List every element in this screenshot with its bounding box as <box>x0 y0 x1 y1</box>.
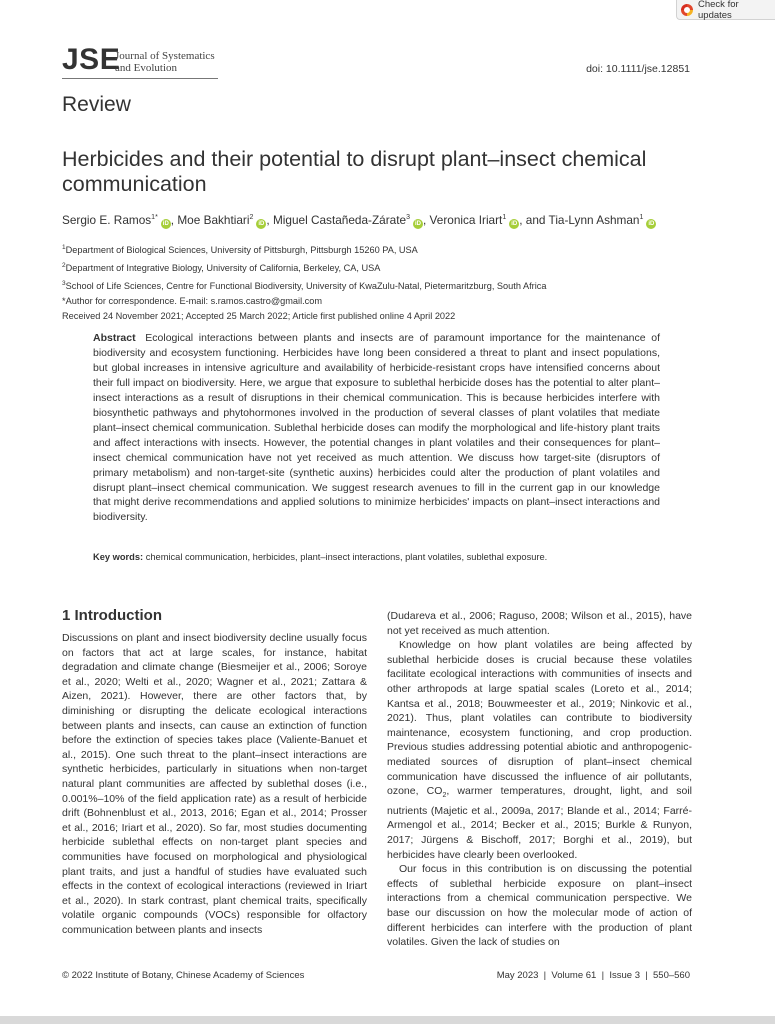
author-name[interactable]: Sergio E. Ramos$^{1*}$iD <box>62 213 169 227</box>
viewer-bottom-edge <box>0 1016 775 1024</box>
orcid-icon[interactable]: iD <box>414 221 421 227</box>
article-title: Herbicides and their potential to disrupt plant–insect chemical communication <box>62 147 647 196</box>
author-name[interactable]: Miguel Castañeda-Zárate$^3$iD <box>272 213 421 227</box>
abstract-text: Ecological interactions between plants and insects are of paramount importance for the maintenance of biodiversity and ecosystem functioning. Herbicides have long been considered a threat to plant and insect populations, but global increases in intensive agriculture and availability of herbicide-resistant crops have intensified concerns about their full impact on biodiversity. Here, we argue that exposure to sublethal herbicide doses has the potential to alter plant–insect interactions as a result of disruptions in their chemical communication. This is because herbicides interfere with biosynthetic pathways and phytohormones involved in the production of several classes of plant volatiles that mediate plant–insect chemical communication. Sublethal herbicide doses can modify the morphological and life-history plant traits and affect interactions with insects. However, the potential changes in plant volatiles and their consequences for plant–insect chemical communication have not yet received as much attention. We discuss how target-site (disruptors of primary metabolism) and non-target-site (synthetic auxins) herbicides could alter the production of plant volatiles and disrupt plant–insect chemical communication. We suggest research avenues to fill in the current gap in our knowledge that might derive recommendations and applied solutions to minimize herbicides' impacts on plant–insect interactions and biodiversity. <box>93 332 660 524</box>
orcid-icon[interactable]: iD <box>258 221 265 227</box>
abstract-label: Abstract <box>93 332 136 344</box>
affiliation-marker: 1 <box>502 214 507 222</box>
body-column-left <box>62 631 367 937</box>
section-heading-introduction: 1 Introduction <box>62 607 162 624</box>
affiliation: $^1$Department of Biological Sciences, University of Pittsburgh, Pittsburgh 15260 PA, USA <box>62 244 418 256</box>
orcid-icon[interactable]: iD <box>511 221 518 227</box>
crossmark-icon <box>681 4 693 16</box>
paragraph: Knowledge on how plant volatiles are being affected by sublethal herbicide doses is crucial because these volatiles facilitate ecological interactions with communities of insects and other arthropods at large spatial scales (Loreto et al., 2014; Kantsa et al., 2018; Bouwmeester et al., 2019; Ninkovic et al., 2021). Thus, plant volatiles can contribute to biodiversity maintenance, ecosystem functioning, and crop production. Previous studies addressing potential abiotic and anthropogenic-mediated sources of disruption of plant–insect chemical communication have discussed the influence of air pollutants, ozone, $CO_2$, warmer temperatures, drought, light, and soil nutrients (Majetic et al., 2009a, 2017; Blande et al., 2014; Farré-Armengol et al., 2014; Becker et al., 2015; Burkle & Runyon, 2017; Jürgens & Bischoff, 2017; Borghi et al., 2019), but herbicides have clearly been overlooked. <box>387 639 692 861</box>
orcid-icon[interactable]: iD <box>162 221 169 227</box>
keywords <box>93 552 693 562</box>
journal-logo: JSE <box>62 43 121 76</box>
author-list: Sergio E. Ramos$^{1*}$iD , Moe Bakhtiari$^2$iD , Miguel Castañeda-Zárate$^3$iD , Veronica Iriart$^1$iD , and Tia-Lynn Ashman$^1$iD <box>62 213 655 227</box>
abstract <box>93 331 660 525</box>
paragraph: (Dudareva et al., 2006; Raguso, 2008; Wilson et al., 2015), have not yet received as much attention. <box>387 610 692 637</box>
paragraph: Discussions on plant and insect biodiversity decline usually focus on factors that act at large scales, for instance, habitat degradation and climate change (Biesmeijer et al., 2006; Soroye et al., 2020; Welti et al., 2020; Wagner et al., 2021; Zattara & Aizen, 2021). However, there are other factors that, by diminishing or disrupting the delicate ecological interactions between plants and insects, can cause an extinction of function before the extinction of species takes place (Valiente-Banuet et al., 2015). One such threat to the plant–insect interactions are synthetic herbicides, particularly in situations when non-target natural plant communities are affected by sublethal doses (i.e., 0.001%–10% of the field application rate) as a result of herbicide drift (Bohnenblust et al., 2013, 2016; Egan et al., 2014; Prosser et al., 2016; Iriart et al., 2020). So far, most studies documenting herbicide sublethal effects on non-target plant species and communities have focused on morphological and physiological plant traits, and just a handful of studies have evaluated such effects in the context of ecological interactions (reviewed in Iriart et al., 2020). In stark contrast, plant chemical traits, specifically volatile organic compounds (VOCs) responsible for olfactory communication between plants and insects <box>62 632 367 936</box>
paragraph: Our focus in this contribution is on discussing the potential effects of sublethal herbicide exposure on plant–insect interactions from a chemical communication perspective. We base our discussion on how the molecular mode of action of different herbicides can interfere with the production of plant volatiles. Given the lack of studies on <box>387 863 692 949</box>
logo-divider <box>62 78 218 79</box>
author-name[interactable]: Moe Bakhtiari$^2$iD <box>177 213 265 227</box>
affiliation: $^2$Department of Integrative Biology, University of California, Berkeley, CA, USA <box>62 262 381 274</box>
author-name[interactable]: Tia-Lynn Ashman$^1$iD <box>548 213 655 227</box>
article-type: Review <box>62 93 131 116</box>
check-for-updates-label: Check for updates <box>698 0 739 21</box>
keywords-text: chemical communication, herbicides, plant–insect interactions, plant volatiles, sublethal exposure. <box>145 552 548 562</box>
footer-copyright: © 2022 Institute of Botany, Chinese Academy of Sciences <box>62 970 305 981</box>
doi-link[interactable]: doi: 10.1111/jse.12851 <box>586 63 690 75</box>
affiliation: $^3$School of Life Sciences, Centre for Functional Biodiversity, University of KwaZulu-Natal, Pietermaritzburg, South Africa <box>62 280 547 292</box>
keywords-label: Key words: <box>93 552 144 562</box>
affiliation-marker: 3 <box>406 214 410 222</box>
affiliation-marker: 2 <box>249 214 254 222</box>
orcid-icon[interactable]: iD <box>648 221 655 227</box>
correspondence: *Author for correspondence. E-mail: s.ramos.castro@gmail.com <box>62 296 323 307</box>
affiliation-marker: 1 <box>639 214 644 222</box>
affiliations <box>62 240 546 324</box>
journal-name: Journal of Systematics and Evolution <box>115 50 215 74</box>
check-for-updates-button[interactable] <box>676 0 775 20</box>
affiliation-marker: 1* <box>151 214 158 222</box>
author-name[interactable]: Veronica Iriart$^1$iD <box>429 213 518 227</box>
footer-citation: May 2023 | Volume 61 | Issue 3 | 550–560 <box>496 970 690 981</box>
article-history: Received 24 November 2021; Accepted 25 March 2022; Article first published online 4 April 2022 <box>62 311 456 322</box>
body-column-right <box>387 609 692 950</box>
